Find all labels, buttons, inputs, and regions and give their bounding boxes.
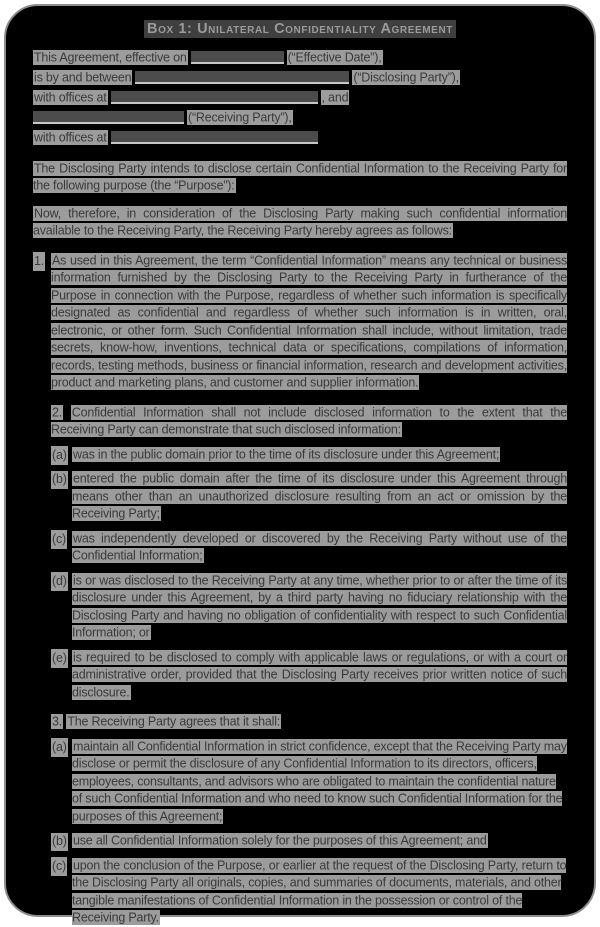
subclause-letter: (c) xyxy=(51,530,67,549)
receiving-party-line xyxy=(33,107,567,127)
clause-text: Confidential Information shall not include disclosed information to the extent that the Receiving Party can demonstrate that such disclosed information: xyxy=(51,405,567,438)
intro-pre-text: with offices at xyxy=(33,130,108,145)
clause-number: 1. xyxy=(33,252,45,271)
intro-pre-text: This Agreement, effective on xyxy=(33,50,188,65)
clause-2b xyxy=(51,471,567,524)
clause-2a xyxy=(51,446,567,464)
party-details-section xyxy=(33,47,567,147)
effective-date-line xyxy=(33,47,567,67)
clause-3b xyxy=(51,833,567,851)
subclause-text: use all Confidential Information solely for the purposes of this Agreement; and xyxy=(72,833,488,848)
subclause-letter: (b) xyxy=(51,833,68,852)
subclause-text: maintain all Confidential Information in strict confidence, except that the Receiving Party may disclose or permit the disclosure of any Confidential Information to its directors, officers, employees, consultants, and advisors who are obligated to maintain the confidential nature of such Confidential Information and who need to know such Confidential Information for the purposes of this Agreement; xyxy=(72,739,567,824)
subclause-letter: (b) xyxy=(51,471,68,490)
clause-1 xyxy=(33,252,567,392)
clause-3a xyxy=(51,738,567,826)
clause-2d xyxy=(51,572,567,642)
document-title: Box 1: Unilateral Confidentiality Agreement xyxy=(144,20,456,38)
disclosing-party-line xyxy=(33,67,567,87)
subclause-letter: (a) xyxy=(51,446,68,465)
clause-3c xyxy=(51,857,567,927)
clause-2e xyxy=(51,649,567,702)
subclause-text: entered the public domain after the time of its disclosure under this Agreement through means other than an unauthorized disclosure resulting from an act or omission by the Receiving Party; xyxy=(72,471,567,521)
subclause-text: is or was disclosed to the Receiving Party at any time, whether prior to or after the time of its disclosure under this Agreement, by a third party having no fiduciary relationship with the Disclosing Party and having no obligation of confidentiality with respect to such Confidential Information; or xyxy=(72,573,567,641)
intro-post-text: (“Disclosing Party”), xyxy=(352,70,460,85)
intro-pre-text: with offices at xyxy=(33,90,108,105)
subclause-letter: (a) xyxy=(51,738,68,757)
intro-post-text: , and xyxy=(321,90,350,105)
purpose-paragraph: The Disclosing Party intends to disclose certain Confidential Information to the Receiving Party for the following purpose (the “Purpose”): xyxy=(33,160,567,195)
receiving-address-blank xyxy=(111,131,318,144)
receiving-address-line xyxy=(33,127,567,147)
clause-text: The Receiving Party agrees that it shall: xyxy=(66,714,281,729)
intro-post-text: (“Effective Date”), xyxy=(287,50,383,65)
clause-3-intro xyxy=(51,714,567,732)
subclause-text: is required to be disclosed to comply with applicable laws or regulations, or with a court or administrative order, provided that the Disclosing Party receives prior written notice of such disclosure. xyxy=(72,650,567,700)
disclosing-address-blank xyxy=(111,91,318,104)
subclause-letter: (e) xyxy=(51,649,68,668)
clause-3 xyxy=(33,714,567,927)
agreement-box xyxy=(4,4,596,917)
subclause-text: was independently developed or discovered by the Receiving Party without use of the Confidential Information; xyxy=(72,531,567,564)
subclause-letter: (d) xyxy=(51,572,68,591)
clause-2-intro xyxy=(51,404,567,439)
intro-pre-text: is by and between xyxy=(33,70,132,85)
now-therefore-paragraph: Now, therefore, in consideration of the Disclosing Party making such confidential information available to the Receiving Party, the Receiving Party hereby agrees as follows: xyxy=(33,205,567,240)
clause-number: 2. xyxy=(51,405,63,420)
clause-number: 3. xyxy=(51,714,63,729)
disclosing-address-line xyxy=(33,87,567,107)
subclause-text: upon the conclusion of the Purpose, or earlier at the request of the Disclosing Party, return to the Disclosing Party all originals, copies, and summaries of documents, materials, and other tangible manifestations of Confidential Information in the possession or control of the Receiving Party. xyxy=(72,858,566,926)
clause-2 xyxy=(33,404,567,702)
disclosing-party-blank xyxy=(135,71,349,84)
intro-post-text: (“Receiving Party”), xyxy=(187,110,293,125)
receiving-party-blank xyxy=(33,111,184,124)
subclause-text: was in the public domain prior to the time of its disclosure under this Agreement; xyxy=(72,447,500,462)
subclause-letter: (c) xyxy=(51,857,67,876)
effective-date-blank xyxy=(191,51,284,64)
clause-2c xyxy=(51,530,567,565)
title-row xyxy=(33,20,567,38)
clause-text: As used in this Agreement, the term “Confidential Information” means any technical or business information furnished by the Disclosing Party to the Receiving Party in furtherance of the Purpose in connection with the Purpose, regardless of whether such information is specifically designated as confidential and regardless of whether such information is in written, oral, electronic, or other form. Such Confidential Information shall include, without limitation, trade secrets, know-how, inventions, technical data or specifications, compilations of information, records, testing methods, business or financial information, research and development activities, product and marketing plans, and customer and supplier information. xyxy=(51,253,567,391)
